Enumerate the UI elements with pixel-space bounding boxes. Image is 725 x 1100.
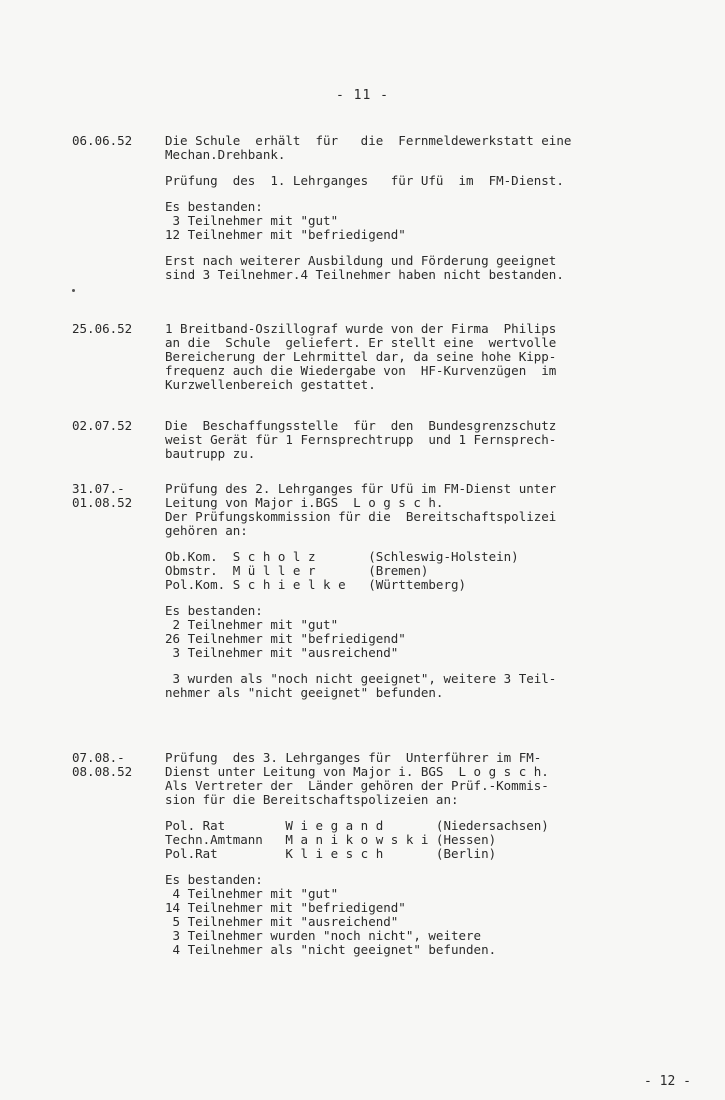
commission-member: Pol.Rat K l i e s c h (Berlin) xyxy=(165,846,497,861)
entry-date: 07.08.- 08.08.52 xyxy=(72,750,133,779)
text-line: Prüfung des 2. Lehrganges für Ufü im FM-Dienst unter xyxy=(165,481,557,496)
entry-body xyxy=(165,482,665,700)
text-line: Prüfung des 1. Lehrganges für Ufü im FM-Dienst. xyxy=(165,173,564,188)
text-line: 1 Breitband-Oszillograf wurde von der Firma Philips xyxy=(165,321,557,336)
text-line: Die Beschaffungsstelle für den Bundesgrenzschutz xyxy=(165,418,557,433)
text-line: Leitung von Major i.BGS L o g s c h. xyxy=(165,495,444,510)
text-line: Erst nach weiterer Ausbildung und Förderung geeignet xyxy=(165,253,557,268)
entry-date: 25.06.52 xyxy=(72,321,133,336)
text-line: frequenz auch die Wiedergabe von HF-Kurvenzügen im xyxy=(165,363,557,378)
results-list xyxy=(165,604,665,660)
commission-list xyxy=(165,550,665,592)
commission-list xyxy=(165,819,665,861)
text-line: 4 Teilnehmer mit "gut" xyxy=(165,886,339,901)
paragraph xyxy=(165,419,665,461)
entry-body xyxy=(165,322,665,392)
text-line: 14 Teilnehmer mit "befriedigend" xyxy=(165,900,406,915)
text-line: 3 Teilnehmer mit "ausreichend" xyxy=(165,645,399,660)
text-line: 4 Teilnehmer als "nicht geeignet" befunden. xyxy=(165,942,497,957)
text-line: Es bestanden: xyxy=(165,603,263,618)
entry-body xyxy=(165,751,665,957)
text-line: Bereicherung der Lehrmittel dar, da seine hohe Kipp- xyxy=(165,349,557,364)
commission-member: Obmstr. M ü l l e r (Bremen) xyxy=(165,563,429,578)
paragraph xyxy=(165,751,665,807)
text-line: an die Schule geliefert. Er stellt eine wertvolle xyxy=(165,335,557,350)
entry-body xyxy=(165,134,665,282)
text-line: Prüfung des 3. Lehrganges für Unterführer im FM- xyxy=(165,750,542,765)
paragraph xyxy=(165,482,665,538)
text-line: nehmer als "nicht geeignet" befunden. xyxy=(165,685,444,700)
stray-mark xyxy=(72,289,75,292)
text-line: 3 Teilnehmer wurden "noch nicht", weitere xyxy=(165,928,482,943)
paragraph xyxy=(165,134,665,162)
entry-body xyxy=(165,419,665,461)
results-list xyxy=(165,873,665,957)
text-line: 12 Teilnehmer mit "befriedigend" xyxy=(165,227,406,242)
text-line: 26 Teilnehmer mit "befriedigend" xyxy=(165,631,406,646)
text-line: Kurzwellenbereich gestattet. xyxy=(165,377,376,392)
paragraph xyxy=(165,200,665,242)
paragraph xyxy=(165,322,665,392)
text-line: Es bestanden: xyxy=(165,199,263,214)
paragraph xyxy=(165,254,665,282)
text-line: Die Schule erhält für die Fernmeldewerkstatt eine xyxy=(165,133,572,148)
text-line: 3 Teilnehmer mit "gut" xyxy=(165,213,339,228)
text-line: 2 Teilnehmer mit "gut" xyxy=(165,617,339,632)
entry-date: 31.07.- 01.08.52 xyxy=(72,481,133,510)
entry-date: 02.07.52 xyxy=(72,418,133,433)
page-number-footer: - 12 - xyxy=(644,1074,691,1089)
commission-member: Techn.Amtmann M a n i k o w s k i (Hessen) xyxy=(165,832,497,847)
text-line: bautrupp zu. xyxy=(165,446,256,461)
text-line: Der Prüfungskommission für die Bereitschaftspolizei xyxy=(165,509,557,524)
page-number-header: - 11 - xyxy=(336,88,389,103)
paragraph xyxy=(165,672,665,700)
commission-member: Pol.Kom. S c h i e l k e (Württemberg) xyxy=(165,577,467,592)
paragraph xyxy=(165,174,665,188)
text-line: sion für die Bereitschaftspolizeien an: xyxy=(165,792,459,807)
text-line: Als Vertreter der Länder gehören der Prüf.-Kommis- xyxy=(165,778,549,793)
text-line: Es bestanden: xyxy=(165,872,263,887)
text-line: Mechan.Drehbank. xyxy=(165,147,286,162)
text-line: 5 Teilnehmer mit "ausreichend" xyxy=(165,914,399,929)
text-line: Dienst unter Leitung von Major i. BGS L o g s c h. xyxy=(165,764,549,779)
text-line: 3 wurden als "noch nicht geeignet", weitere 3 Teil- xyxy=(165,671,557,686)
entry-date: 06.06.52 xyxy=(72,133,133,148)
text-line: weist Gerät für 1 Fernsprechtrupp und 1 Fernsprech- xyxy=(165,432,557,447)
text-line: gehören an: xyxy=(165,523,248,538)
text-line: sind 3 Teilnehmer.4 Teilnehmer haben nicht bestanden. xyxy=(165,267,564,282)
commission-member: Pol. Rat W i e g a n d (Niedersachsen) xyxy=(165,818,549,833)
commission-member: Ob.Kom. S c h o l z (Schleswig-Holstein) xyxy=(165,549,519,564)
